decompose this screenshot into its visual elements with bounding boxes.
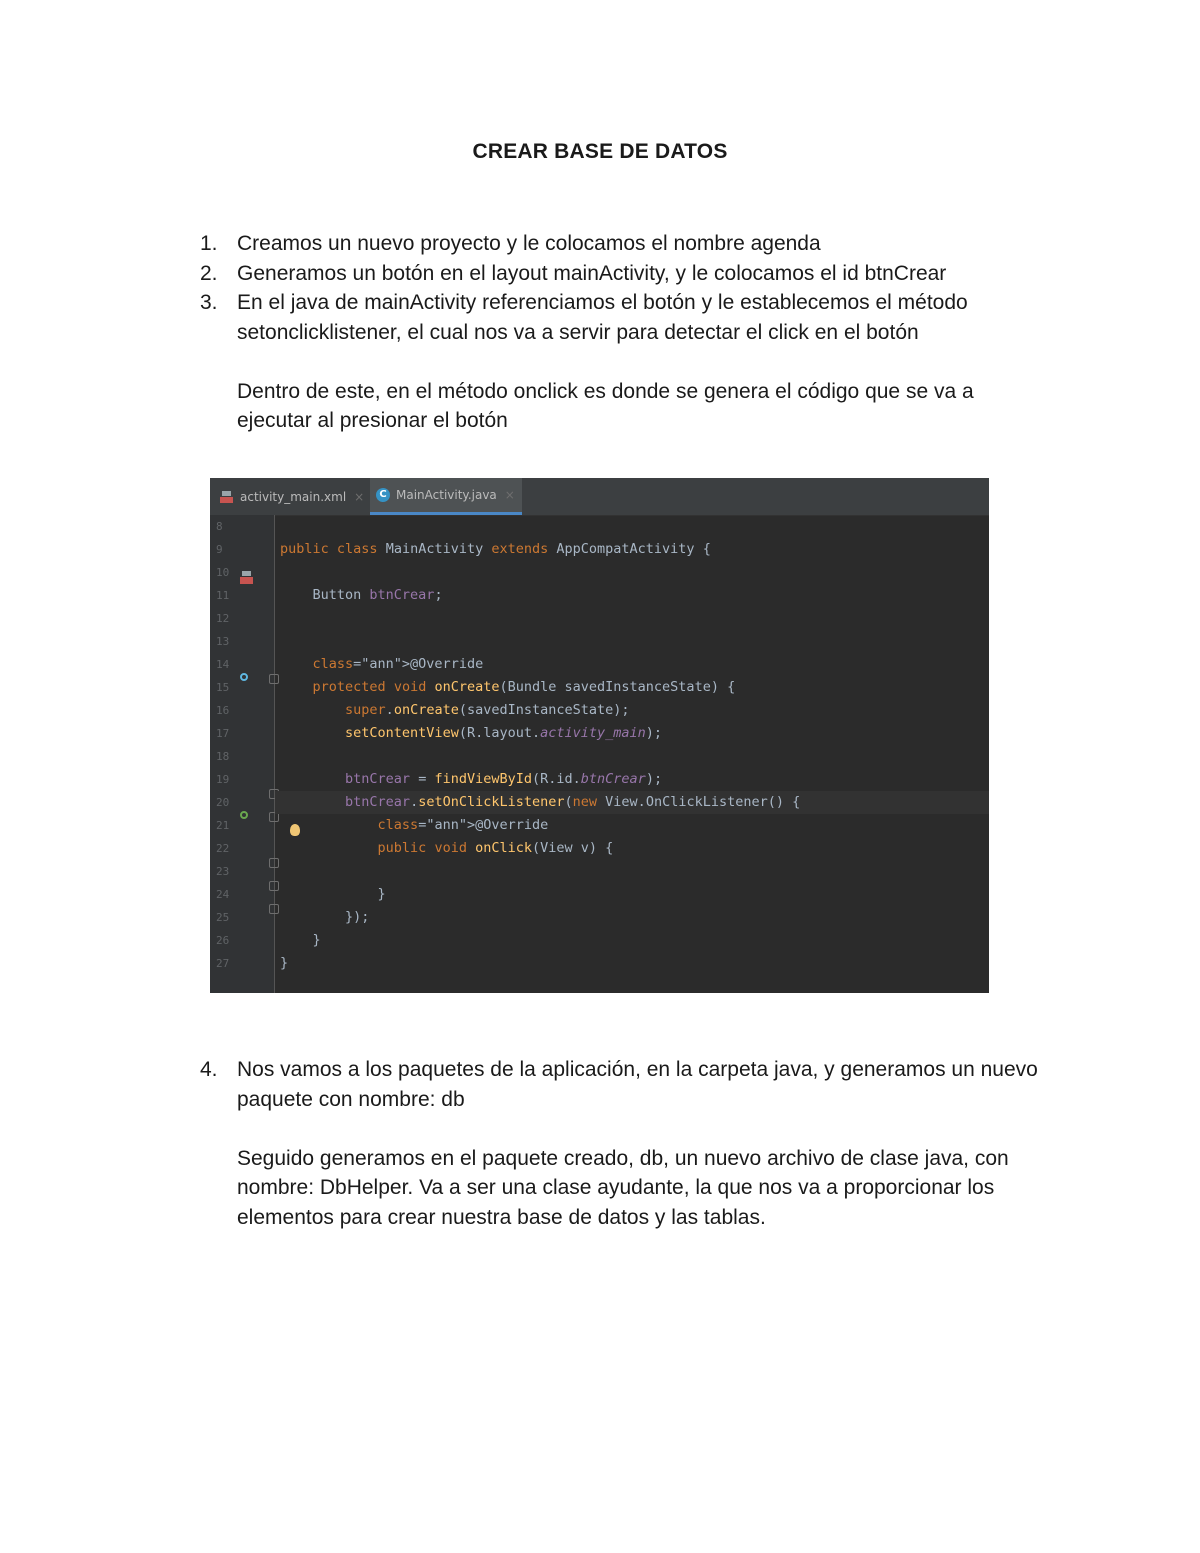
- java-class-icon: C: [376, 488, 390, 502]
- code-line[interactable]: [275, 561, 989, 584]
- close-icon[interactable]: ×: [504, 488, 515, 502]
- xml-file-icon: [220, 490, 234, 504]
- line-number: 25: [216, 911, 230, 924]
- list-text: Generamos un botón en el layout mainActivity, y le colocamos el id btnCrear: [237, 261, 947, 285]
- override-marker-icon[interactable]: [240, 673, 248, 681]
- line-number: 19: [216, 773, 230, 786]
- code-line[interactable]: });: [280, 909, 370, 925]
- list-item: [200, 288, 1040, 436]
- page-title: CREAR BASE DE DATOS: [472, 140, 728, 163]
- class-hierarchy-icon: [240, 571, 254, 585]
- line-number: 21: [216, 819, 230, 832]
- code-line[interactable]: public class MainActivity extends AppCompatActivity {: [280, 541, 711, 557]
- list-number: 3.: [200, 291, 218, 314]
- code-editor[interactable]: [275, 515, 989, 993]
- line-number: 12: [216, 612, 230, 625]
- close-icon[interactable]: ×: [354, 489, 365, 504]
- code-line[interactable]: }: [280, 886, 386, 902]
- line-number: 8: [216, 520, 223, 533]
- line-number: 27: [216, 957, 230, 970]
- list-number: 4.: [200, 1058, 218, 1081]
- line-number: 11: [216, 589, 230, 602]
- line-number: 26: [216, 934, 230, 947]
- steps-list-1: [200, 229, 1040, 436]
- tab-label: MainActivity.java: [396, 488, 497, 502]
- line-number: 16: [216, 704, 230, 717]
- implement-marker-icon[interactable]: [240, 811, 248, 819]
- list-text: Seguido generamos en el paquete creado, db, un nuevo archivo de clase java, con nombre: DbHelper. Va a ser una clase ayudante, la que nos va a proporcionar los elementos para crear nuestra base de datos y las tablas.: [237, 1146, 1009, 1229]
- code-line[interactable]: class="ann">@Override: [377, 817, 549, 833]
- list-text: En el java de mainActivity referenciamos el botón y le establecemos el método setonclicklistener, el cual nos va a servir para detectar el click en el botón: [237, 291, 968, 344]
- tab-label: activity_main.xml: [240, 489, 347, 504]
- code-line[interactable]: [275, 745, 989, 768]
- code-line[interactable]: }: [280, 955, 289, 971]
- list-text: Dentro de este, en el método onclick es donde se genera el código que se va a ejecutar al presionar el botón: [237, 379, 974, 432]
- code-line[interactable]: super.onCreate(savedInstanceState);: [345, 702, 630, 718]
- steps-list-2: [200, 1055, 1040, 1232]
- code-line[interactable]: btnCrear = findViewById(R.id.btnCrear);: [345, 771, 663, 787]
- line-number: 10: [216, 566, 230, 579]
- list-number: 2.: [200, 261, 218, 285]
- code-line[interactable]: class="ann">@Override: [312, 656, 484, 672]
- code-line[interactable]: btnCrear.setOnClickListener(new View.OnClickListener() {: [275, 791, 989, 814]
- list-item: [200, 1055, 1040, 1232]
- list-item: [200, 259, 1040, 289]
- code-line[interactable]: [275, 607, 989, 630]
- ide-screenshot: [210, 478, 989, 993]
- tab-main-activity-java[interactable]: [370, 478, 522, 515]
- line-number: 23: [216, 865, 230, 878]
- line-number: 22: [216, 842, 230, 855]
- tab-activity-main-xml[interactable]: [220, 478, 364, 515]
- code-line[interactable]: Button btnCrear;: [280, 587, 443, 603]
- list-text: Nos vamos a los paquetes de la aplicación, en la carpeta java, y generamos un nuevo paquete con nombre: db: [237, 1058, 1038, 1111]
- line-number: 9: [216, 543, 223, 556]
- line-number: 14: [216, 658, 230, 671]
- line-number: 24: [216, 888, 230, 901]
- line-number: 15: [216, 681, 230, 694]
- list-number: 1.: [200, 232, 218, 255]
- code-line[interactable]: [275, 515, 989, 538]
- code-line[interactable]: setContentView(R.layout.activity_main);: [345, 725, 663, 741]
- line-number: 18: [216, 750, 230, 763]
- editor-tab-bar: [210, 478, 989, 516]
- list-item: [200, 229, 1040, 259]
- code-line[interactable]: [275, 630, 989, 653]
- code-line[interactable]: [275, 860, 989, 883]
- code-line[interactable]: public void onClick(View v) {: [377, 840, 614, 856]
- line-number: 17: [216, 727, 230, 740]
- code-line[interactable]: protected void onCreate(Bundle savedInstanceState) {: [312, 679, 736, 695]
- line-number: 20: [216, 796, 230, 809]
- list-text: Creamos un nuevo proyecto y le colocamos el nombre agenda: [237, 232, 821, 255]
- line-number-gutter: [210, 515, 275, 993]
- line-number: 13: [216, 635, 230, 648]
- code-line[interactable]: }: [280, 932, 321, 948]
